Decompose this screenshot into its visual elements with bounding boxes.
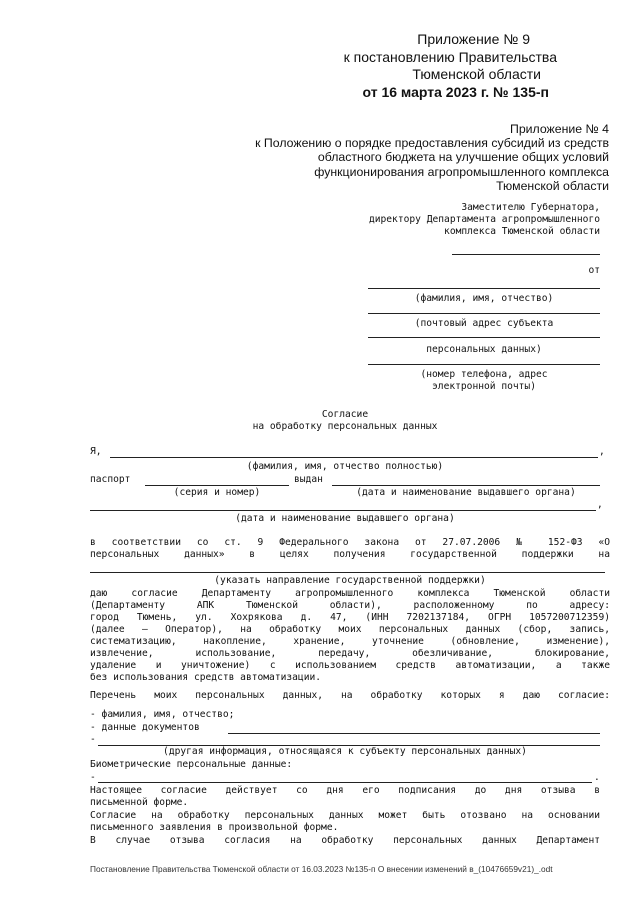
biometric-line — [98, 782, 592, 783]
hint-support: (указать направление государственной поддержки) — [214, 575, 486, 586]
documents-line — [228, 733, 600, 734]
label-passport: паспорт — [90, 474, 131, 485]
passport-series-line — [145, 485, 289, 486]
consent-line-7: удаление и уничтожение) с использованием средств автоматизации, а также — [90, 660, 610, 671]
hint-issuer-2: (дата и наименование выдавшего органа) — [235, 513, 455, 524]
validity-line-2: письменной форме. — [90, 797, 189, 808]
appendix-9-number: Приложение № 9 — [417, 31, 530, 47]
paragraph-withdrawal — [90, 835, 600, 847]
addressee-deputy: Заместителю Губернатора, — [461, 202, 600, 213]
law-line-1: в соответствии со ст. 9 Федерального закона от 27.07.2006 № 152-ФЗ «О — [90, 537, 610, 548]
label-issued: выдан — [294, 474, 323, 485]
appendix-9-header — [344, 31, 557, 101]
document-title — [90, 409, 600, 433]
appendix-9-date: от 16 марта 2023 г. № 135-п — [362, 83, 549, 100]
consent-line-4: (далее – Оператор), на обработку моих персональных данных (сбор, запись, — [90, 624, 610, 635]
withdrawal-line-1: В случае отзыва согласия на обработку персональных данных Департамент — [90, 835, 600, 846]
consent-line-3: город Тюмень, ул. Хохрякова д. 47, (ИНН 7202137184, ОГРН 1057200712359) — [90, 612, 610, 623]
hint-fio: (фамилия, имя, отчество) — [414, 293, 554, 304]
revoke-line-2: письменного заявления в произвольной форме. — [90, 822, 339, 833]
from-phone-line — [368, 364, 600, 365]
list-intro-text: Перечень моих персональных данных, на обработку которых я даю согласие: — [90, 690, 610, 701]
document-footer: Постановление Правительства Тюменской области от 16.03.2023 №135-п О внесении изменений в_(10476659v21)_.odt — [90, 864, 553, 874]
addressee-block — [280, 202, 600, 238]
support-direction-line — [90, 572, 605, 573]
consent-line-6: извлечение, использование, передачу, обезличивание, блокирование, — [90, 648, 610, 659]
consent-line-8: без использования средств автоматизации. — [90, 672, 322, 683]
paragraph-validity — [90, 785, 600, 809]
hint-phone-2: электронной почты) — [432, 381, 536, 392]
title-line-1: Согласие — [321, 409, 369, 420]
fio-full-line — [110, 457, 598, 458]
appendix-4-region: Тюменской области — [496, 178, 609, 193]
hint-issuer: (дата и наименование выдавшего органа) — [356, 487, 576, 498]
list-intro — [90, 690, 610, 702]
from-address-line — [368, 313, 600, 314]
appendix-4-budget: областного бюджета на улучшение общих условий — [317, 150, 609, 165]
consent-line-1: даю согласие Департаменту агропромышленного комплекса Тюменской области — [90, 588, 610, 599]
hint-address: (почтовый адрес субъекта — [414, 318, 554, 329]
issuer-comma: , — [597, 499, 603, 510]
addressee-from: от — [588, 265, 600, 276]
law-line-2: персональных данных» в целях получения государственной поддержки на — [90, 549, 610, 560]
label-ya: Я, — [90, 446, 102, 457]
hint-phone: (номер телефона, адрес — [420, 369, 548, 380]
from-fio-line — [368, 288, 600, 289]
list-item-other: - — [90, 734, 96, 745]
appendix-4-header — [255, 122, 609, 193]
appendix-9-decree: к постановлению Правительства — [343, 48, 557, 65]
title-line-2: на обработку персональных данных — [252, 421, 438, 432]
list-item-documents: - данные документов — [90, 722, 200, 733]
paragraph-law — [90, 537, 610, 561]
consent-line-5: систематизацию, накопление, хранение, уточнение (обновление, изменение), — [90, 636, 610, 647]
addressee-department: комплекса Тюменской области — [444, 226, 600, 237]
appendix-4-regulation: к Положению о порядке предоставления субсидий из средств — [255, 136, 609, 151]
biometric-dot: . — [594, 772, 600, 783]
appendix-9-region: Тюменской области — [412, 66, 541, 82]
biometric-dash: - — [90, 772, 96, 783]
validity-line-1: Настоящее согласие действует со дня его подписания до дня отзыва в — [90, 785, 600, 796]
addressee-director: директору Департамента агропромышленного — [368, 214, 600, 225]
biometric-label: Биометрические персональные данные: — [90, 759, 293, 770]
revoke-line-1: Согласие на обработку персональных данных может быть отозвано на основании — [90, 810, 600, 821]
fio-comma: , — [599, 446, 605, 457]
paragraph-revoke — [90, 810, 600, 834]
list-item-fio: - фамилия, имя, отчество; — [90, 709, 235, 720]
passport-issuer-line-2 — [90, 510, 596, 511]
passport-issuer-line — [332, 485, 600, 486]
hint-other: (другая информация, относящаяся к субъекту персональных данных) — [163, 746, 527, 757]
consent-line-2: (Департаменту АПК Тюменской области), расположенному по адресу: — [90, 600, 610, 611]
paragraph-consent — [90, 588, 610, 684]
appendix-4-number: Приложение № 4 — [510, 122, 609, 136]
appendix-4-agro: функционирования агропромышленного комплекса — [314, 164, 609, 179]
from-address-line-2 — [368, 337, 600, 338]
addressee-signature-line — [452, 254, 600, 255]
hint-series: (серия и номер) — [173, 487, 261, 498]
hint-fio-full: (фамилия, имя, отчество полностью) — [246, 461, 444, 472]
hint-address-2: персональных данных) — [426, 344, 542, 355]
